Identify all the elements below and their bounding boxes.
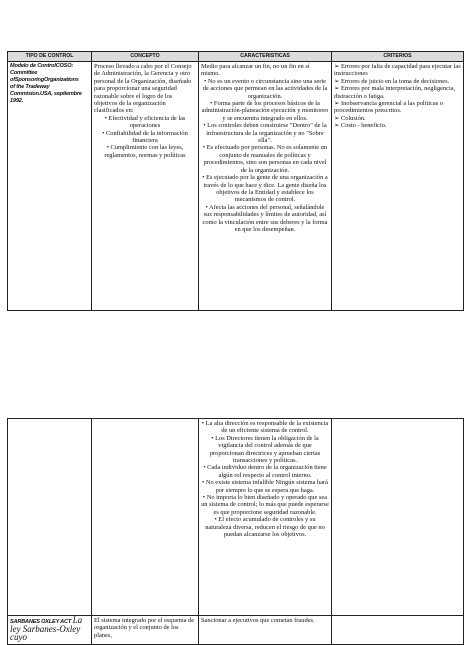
characteristic-item: • No importa lo bien diseñado y operado que sea un sistema de control; lo más que puede esperarse es que proporcione seguridad razonable. <box>201 494 329 516</box>
cell-concept-empty <box>92 419 199 616</box>
characteristic-item: • El efecto acumulado de controles y su naturaleza diversa, reducen el riesgo de que no puedan alcanzarse los objetivos. <box>205 516 325 539</box>
table-row-coso <box>8 62 464 311</box>
cell-control-type <box>8 62 92 311</box>
criteria-item: ➢ Costo - beneficio. <box>334 122 387 130</box>
table-row-coso-continued <box>8 419 464 616</box>
concept-intro: Proceso llevado a cabo por el Consejo de Administración, la Gerencia y otro personal de la Organización, diseñado para proporcionar una seguridad razonable sobre el logro de los objetivos de la organización clasificados en: <box>94 63 192 115</box>
characteristic-item: • No es un evento o circunstancia sino una serie de acciones que permean en las actividades de la organización. <box>202 77 328 100</box>
characteristic-item: • La alta dirección es responsable de la existencia de un eficiente sistema de control. <box>201 420 329 435</box>
control-type-line: of the Tradeway <box>10 84 50 90</box>
characteristic-item: • Los Directores tienen la obligación de la vigilancia del control además de que proporcionan directrices y aprueban ciertas transacciones y políticas. <box>209 434 321 465</box>
concept-bullet: • Efectividad y eficiencia de las operaciones <box>104 114 186 130</box>
control-type-line: 1992. <box>10 98 23 104</box>
control-type-line: Commision.USA, septiembre <box>10 91 82 97</box>
cell-characteristics <box>199 616 332 645</box>
control-type-line: ofSponsoringOrganizations <box>10 77 79 83</box>
control-types-table-page1 <box>7 51 464 311</box>
cell-characteristics <box>199 62 332 311</box>
header-concepto: CONCEPTO <box>92 52 199 62</box>
characteristic-item: Medio para alcanzar un fin, no un fin en sí mismo. <box>201 63 310 78</box>
control-type-line: Modelo de ControlCOSO: <box>10 63 74 69</box>
control-type-description: La ley Sarbanes-Oxley cuyo <box>10 615 83 643</box>
characteristic-item: • Forma parte de los procesos básicos de la administración-planeación ejecución y monitoreo y se encuentra integrado en ellos. <box>201 100 329 122</box>
cell-concept <box>92 616 199 645</box>
header-tipo-de-control: TIPO DE CONTROL <box>8 52 92 62</box>
header-criterios: CRITERIOS <box>332 52 464 62</box>
characteristic-item: • Los controles deben construirse "Dentro" de la infraestructura de la organización y no "Sobre ella". <box>203 122 327 145</box>
cell-concept <box>92 62 199 311</box>
header-caracteristicas: CARACTERISTICAS <box>199 52 332 62</box>
criteria-item: ➢ Colusión. <box>334 114 366 122</box>
cell-control-type <box>8 616 92 645</box>
characteristic-item: • Es ejecutado por la gente de una organización a través de lo que hace y dice. La gente diseña los objetivos de la Entidad y establece los mecanismos de control. <box>202 174 328 204</box>
characteristic-item: • No existe sistema infalible Ningún sistema hará por siempre lo que se espera que haga. <box>202 479 328 494</box>
cell-characteristics <box>199 419 332 616</box>
cell-criteria <box>332 62 464 311</box>
control-type-title: SARBANES OXLEY ACT <box>10 619 72 625</box>
table-header-row <box>8 52 464 62</box>
concept-bullet: • Confiabilidad de la información financiera <box>102 129 188 145</box>
cell-control-type-empty <box>8 419 92 616</box>
criteria-item: ➢ Errores por falta de capacidad para ejecutar las instrucciones <box>334 63 461 78</box>
cell-criteria-empty <box>332 419 464 616</box>
table-row-sarbanes-oxley <box>8 616 464 645</box>
characteristic-text: Sancionar a ejecutivos que cometan fraudes. <box>201 617 315 624</box>
concept-bullet: • Cumplimiento con las leyes, reglamentos, normas y políticas <box>104 144 186 159</box>
criteria-item: ➢ Errores de juicio en la toma de decisiones. <box>334 77 450 85</box>
characteristic-item: • Afecta las acciones del personal, señalándole sus responsabilidades y límites de autoridad, así como la vinculación entre sus deberes y la forma en que los desempeñan. <box>202 203 328 233</box>
criteria-item: ➢ Inobservancia gerencial a las políticas o procedimientos prescritos. <box>334 100 443 115</box>
concept-text: El sistema integrado por el esquema de organización y el conjunto de los planes, <box>94 617 195 639</box>
control-types-table-page2 <box>7 418 464 645</box>
characteristic-item: • Cada individuo dentro de la organización tiene algún rol respecto al control interno. <box>203 464 327 479</box>
control-type-line: Committee <box>10 70 38 76</box>
cell-criteria-empty <box>332 616 464 645</box>
criteria-item: ➢ Errores por mala interpretación, negligencia, distracción o fatiga. <box>334 85 456 100</box>
characteristic-item: • Es efectuado por personas. No es solamente un conjunto de manuales de políticas y procedimientos, sino son personas en cada nivel de la organización. <box>202 144 328 174</box>
